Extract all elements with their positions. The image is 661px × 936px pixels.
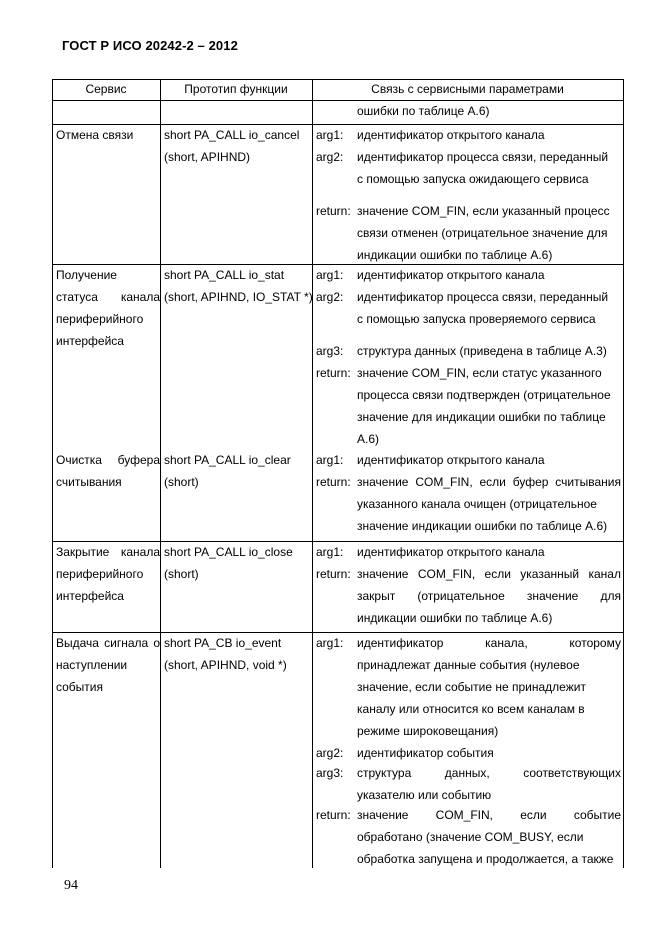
function-prototype-line: (short, APIHND) [164,150,251,164]
function-prototype-line: short PA_CALL io_cancel [164,128,300,142]
param-description-line: А.6) [357,432,380,446]
param-description-line: структура данных (приведена в таблице А.3) [357,344,607,358]
function-prototype-line: short PA_CB io_event [164,636,282,650]
service-name-line: Получение [56,268,117,282]
param-label: return: [316,567,351,581]
service-name-line: интерфейса [56,589,124,603]
param-description-line: с помощью запуска ожидающего сервиса [357,172,589,186]
param-description-line: режиме широковещания) [357,724,499,738]
param-label: arg2: [316,746,344,760]
param-label: return: [316,204,351,218]
function-prototype-line: short PA_CALL io_clear [164,453,291,467]
param-label: arg3: [316,766,344,780]
param-description-line: закрыт (отрицательное значение для [357,589,621,603]
service-name-line: Закрытие канала [56,545,160,559]
param-description-line: значение COM_FIN, если указанный канал [357,567,621,581]
param-description-line: идентификатор процесса связи, переданный [357,290,609,304]
function-prototype-line: short PA_CALL io_close [164,545,293,559]
param-description-line: индикации ошибки по таблице А.6) [357,248,553,262]
function-prototype-line: (short, APIHND, void *) [164,658,287,672]
param-description-line: идентификатор процесса связи, переданный [357,150,609,164]
table-divider-1 [160,79,161,868]
param-description-line: каналу или относится ко всем каналам в [357,702,585,716]
page-number: 94 [64,878,78,893]
service-name-line: события [56,680,104,694]
param-description-line: значение COM_FIN, если событие [357,808,621,822]
param-description-line: с помощью запуска проверяемого сервиса [357,312,596,326]
param-label: arg1: [316,268,344,282]
param-description-line: идентификатор открытого канала [357,453,545,467]
param-description-line: связи отменен (отрицательное значение для [357,226,608,240]
continuation-text: ошибки по таблице А.6) [357,104,490,118]
param-label: arg1: [316,545,344,559]
param-description-line: значение индикации ошибки по таблице А.6) [357,519,608,533]
column-header-service: Сервис [85,82,127,96]
service-name-line: статуса канала [56,290,160,304]
table-border-left [52,79,53,868]
service-name-line: Очистка буфера [56,453,160,467]
param-label: arg1: [316,453,344,467]
parameters-table [52,79,624,868]
param-description-line: идентификатор открытого канала [357,545,545,559]
column-header-params: Связь с сервисными параметрами [371,82,564,96]
param-description-line: идентификатор открытого канала [357,268,545,282]
param-description-line: значение COM_FIN, если статус указанного [357,366,602,380]
service-name-line: периферийного [56,567,144,581]
function-prototype-line: (short) [164,475,199,489]
param-description-line: индикации ошибки по таблице А.6) [357,611,553,625]
param-label: arg1: [316,128,344,142]
param-description-line: идентификатор события [357,746,494,760]
service-name-line: Выдача сигнала о [56,636,160,650]
param-label: return: [316,366,351,380]
param-description-line: значение, если событие не принадлежит [357,680,586,694]
param-description-line: значение для индикации ошибки по таблице [357,410,606,424]
column-header-function: Прототип функции [184,82,288,96]
param-description-line: указателю или событию [357,788,492,802]
param-description-line: структура данных, соответствующих [357,766,621,780]
doc-header: ГОСТ Р ИСО 20242-2 – 2012 [62,38,238,53]
param-description-line: принадлежат данные события (нулевое [357,658,580,672]
param-label: arg1: [316,636,344,650]
param-description-line: идентификатор открытого канала [357,128,545,142]
param-label: arg2: [316,150,344,164]
param-description-line: значение COM_FIN, если буфер считывания [357,475,621,489]
function-prototype-line: (short) [164,567,199,581]
param-description-line: указанного канала очищен (отрицательное [357,497,597,511]
param-description-line: обработано (значение COM_BUSY, если [357,830,584,844]
param-description-line: процесса связи подтвержден (отрицательное [357,388,611,402]
table-divider-2 [312,79,313,868]
service-name-line: наступлении [56,658,128,672]
service-name-line: Отмена связи [56,128,134,142]
param-description-line: обработка запущена и продолжается, а также [357,852,614,866]
service-name-line: периферийного [56,312,144,326]
table-border-right [623,79,624,868]
param-label: arg3: [316,344,344,358]
service-name-line: интерфейса [56,334,124,348]
param-label: return: [316,808,351,822]
service-name-line: считывания [56,475,122,489]
function-prototype-line: short PA_CALL io_stat [164,268,285,282]
param-description-line: идентификатор канала, которому [357,636,621,650]
function-prototype-line: (short, APIHND, IO_STAT *) [164,290,313,304]
param-description-line: значение COM_FIN, если указанный процесс [357,204,610,218]
param-label: arg2: [316,290,344,304]
param-label: return: [316,475,351,489]
